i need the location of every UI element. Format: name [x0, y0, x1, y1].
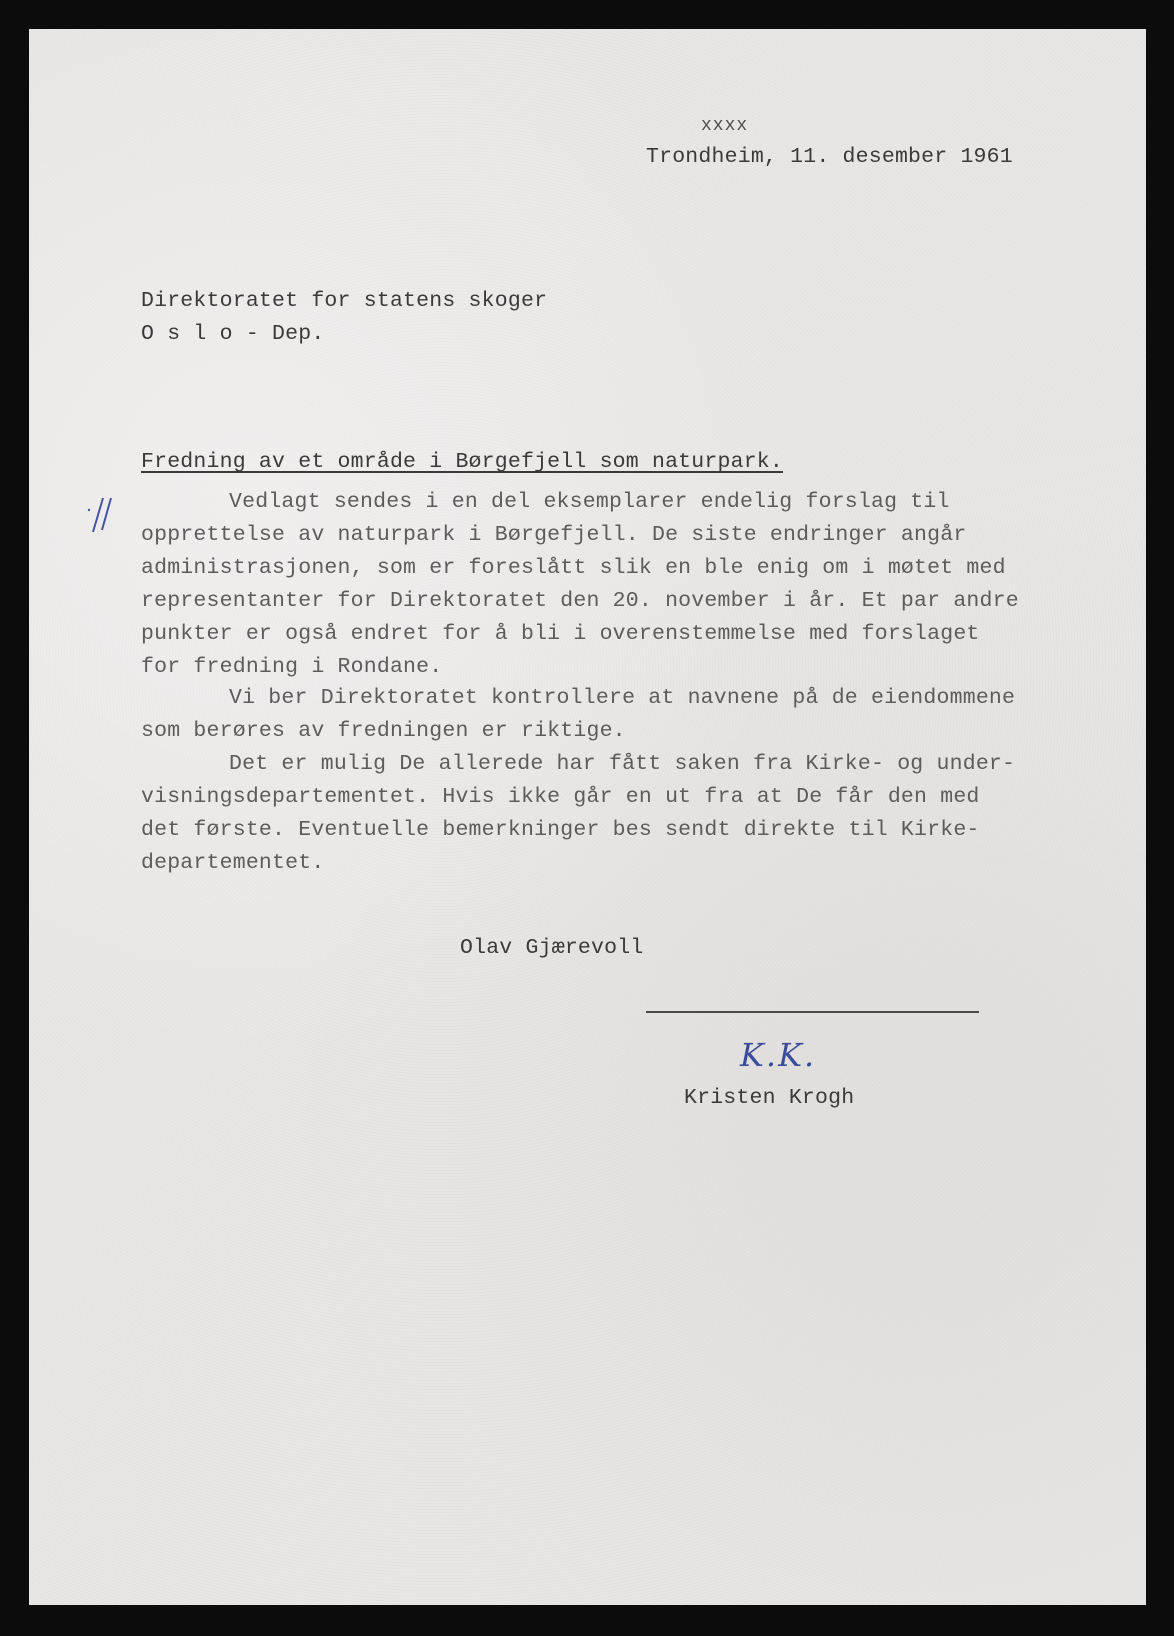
body-line: visningsdepartementet. Hvis ikke går en ut fra at De får den med: [141, 785, 980, 809]
recipient-address: O s l o - Dep.: [141, 322, 325, 346]
body-line: Det er mulig De allerede har fått saken fra Kirke- og under-: [229, 752, 1016, 776]
letter-page: [29, 29, 1146, 1605]
body-line: som berøres av fredningen er riktige.: [141, 719, 626, 743]
place-and-date: Trondheim, 11. desember 1961: [646, 145, 1013, 169]
margin-annotation-mark: [85, 496, 125, 536]
body-line: departementet.: [141, 851, 325, 875]
handwritten-initials: K.K.: [740, 1036, 817, 1074]
body-line: Vi ber Direktoratet kontrollere at navnene på de eiendommene: [229, 686, 1016, 710]
margin-stroke-2: [102, 498, 111, 530]
body-line: administrasjonen, som er foreslått slik en ble enig om i møtet med: [141, 556, 1006, 580]
body-line: representanter for Direktoratet den 20. november i år. Et par andre: [141, 589, 1019, 613]
signature-line: [646, 1011, 979, 1013]
body-line: Vedlagt sendes i en del eksemplarer endelig forslag til: [229, 490, 950, 514]
body-line: punkter er også endret for å bli i overenstemmelse med forslaget: [141, 622, 980, 646]
signatory-first: Olav Gjærevoll: [460, 936, 644, 960]
signatory-second: Kristen Krogh: [684, 1086, 855, 1110]
margin-stroke-1: [93, 498, 103, 532]
recipient-name: Direktoratet for statens skoger: [141, 289, 548, 313]
body-line: det første. Eventuelle bemerkninger bes sendt direkte til Kirke-: [141, 818, 980, 842]
body-line: for fredning i Rondane.: [141, 655, 443, 679]
header-mark: xxxx: [701, 116, 749, 136]
margin-dot: [88, 509, 90, 511]
subject-line: Fredning av et område i Børgefjell som naturpark.: [141, 450, 784, 474]
body-line: opprettelse av naturpark i Børgefjell. De siste endringer angår: [141, 523, 967, 547]
